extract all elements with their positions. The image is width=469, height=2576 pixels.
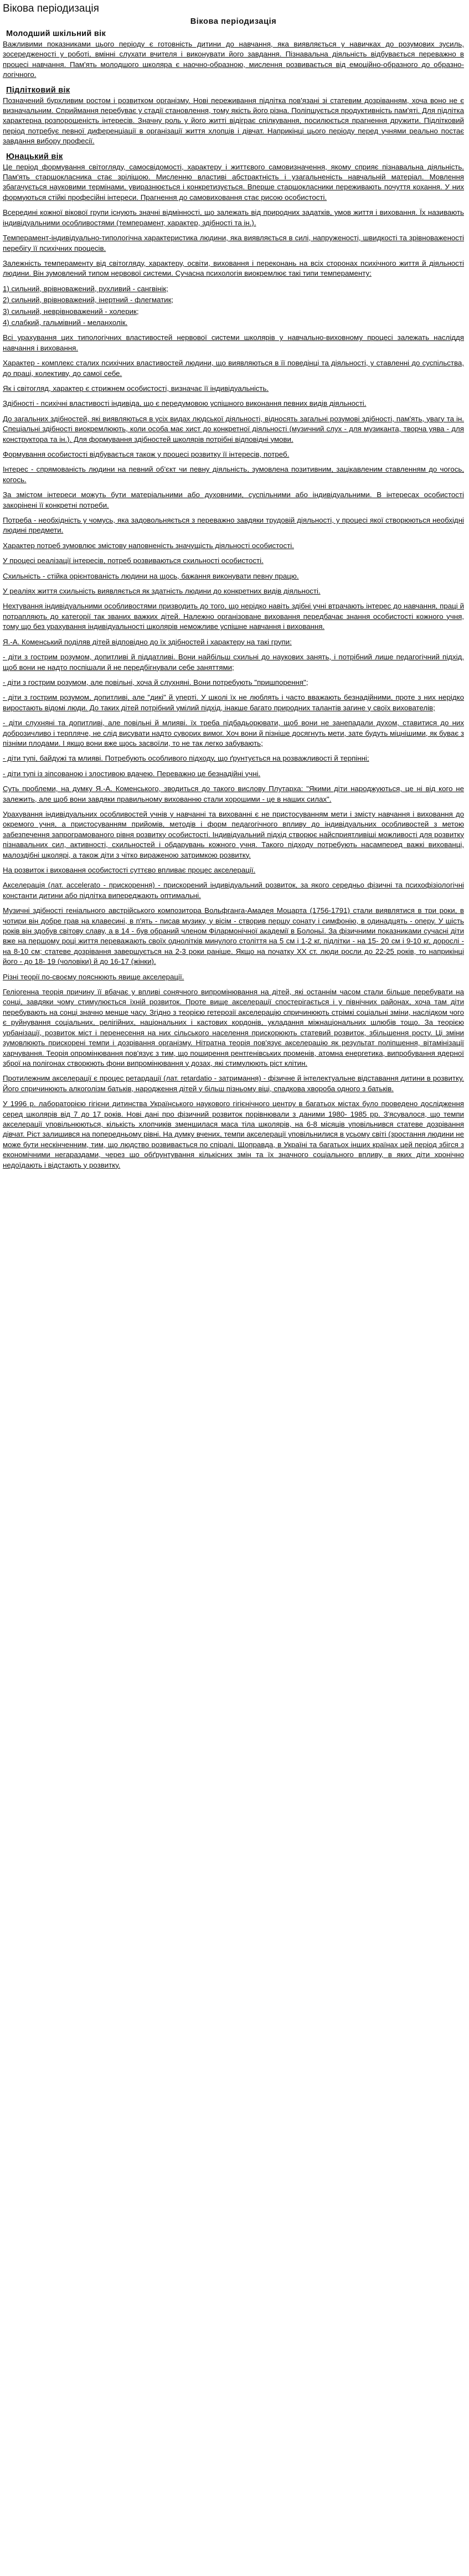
paragraph: У реаліях життя схильність виявляється як здатність людини до конкретних видів діяльності.	[3, 587, 321, 596]
paragraph: Здібності - психічні властивості індивіда, що є передумовою успішного виконання певних видів діяльності.	[3, 399, 367, 408]
paragraph: Музичні здібності геніального австрійського композитора Вольфганга-Амадея Моцарта (1756-1791) стали виявлятися в три роки, в чотири він добре грав на клавесині, в п'ять - писав музику, у вісім - створив першу сонату і симфонію, в одинадцять - оперу. У шість років він здобув світову славу, а в 14 - був обраний членом Філармонічної академії в Болоньї. За фізичними показниками сучасні діти вже на першому році життя переважають своїх однолітків минулого століття на 5 см і 1-2 кг, підлітки - на 15- 20 см і 9-10 кг, дорослі - на 8-10 см; статеве дозрівання завершується на 2-3 роки раніше. Якщо на початку XX ст. люди росли до 22-25 років, то наприкінці його - до 18- 19 (чоловіки) й до 16-17 (жінки).	[3, 906, 464, 966]
paragraph: У 1996 р. лабораторією гігієни дитинства Українського наукового гігієнічного центру в багатьох містах було проведено дослідження серед школярів від 7 до 17 років. Нові дані про фізичний розвиток порівнювали з даними 1980- 1985 рр. З'ясувалося, що темпи акселерації уповільнюються, кількість хлопчиків зменшилася маса тіла школярів, на 6-8 місяців уповільнився статеве дозрівання дівчат. Ріст залишився на попередньому рівні. На думку вчених, темпи акселерації уповільнилися в усьому світі (зростання людини не може бути нескінченним, тим, що людство розвивається по спіралі. Щоправда, в Україні та багатьох інших країнах цей період збігся з економічними негараздами, через що обґрунтування кількісних змін та їх значного соціального впливу, в яких діти хронічно недоїдають і відстають у розвитку.	[3, 1099, 464, 1169]
paragraph: - діти з гострим розумом, допитливі, але "дикі" й уперті. У школі їх не люблять і часто вважають безнадійними, проте з них нерідко виростають відомі люди. До таких дітей потрібний умілий підхід, інакше багато природних талантів загине у своїх вихователів;	[3, 693, 464, 712]
paragraph: - діти з гострим розумом, допитливі й піддатливі. Вони найбільш схильні до наукових занять, і потрібний лише педагогічний підхід, щоб вони не надто поспішали й не передбігнували себе заняттями;	[3, 653, 464, 672]
paragraph: Всі урахування цих типологічних властивостей нервової системи школярів у навчально-виховному процесі залежать насліддя навчання і виховання.	[3, 333, 464, 352]
paragraph: 1) сильний, врівноважений, рухливий - сангвінік;	[3, 284, 168, 293]
paragraph: Суть проблеми, на думку Я.-А. Коменського, зводиться до такого вислову Плутарха: "Якими діти народжуються, це ні від кого не залежить, але щоб вони завдяки правильному вихованню стали хорошими - це в наших силах".	[3, 784, 464, 803]
paragraph: На розвиток і виховання особистості суттєво впливає процес акселерації.	[3, 866, 256, 874]
paragraph: Позначений бурхливим ростом і розвитком організму. Нові переживання підлітка пов'язані зі статевим дозріванням, хоча воно не є визначальним. Сприймання перебуває у стадії становлення, тому якість його різна. Поліпшується продуктивність пам'яті. Для підлітка характерна розпорошеність інтересів. Значну роль у його житті відіграє спілкування, посилюється прагнення дружити. Підлітковий період потребує певної диференціації в організації життя хлопців і дівчат. Наприкінці цього періоду перед учнями реально постає завдання вибору професії.	[3, 96, 464, 146]
paragraph: Нехтування індивідуальними особливостями призводить до того, що нерідко навіть здібні учні втрачають інтерес до навчання, праці й потрапляють до категорії так званих важких дітей. Належно організоване виховання передбачає знання особистості кожного учня, тому що без урахування індивідуальності школярів неможливе успішне навчання і виховання.	[3, 602, 464, 631]
document-heading: Вікова періодизація	[190, 17, 277, 26]
paragraph: Урахування індивідуальних особливостей учнів у навчанні та вихованні є не пристосуванням мети і змісту навчання і виховання до окремого учня, а пристосуванням прийомів, методів і форм педагогічного впливу до індивідуальних особливостей з метою забезпечення запрограмованого рівня розвитку особистості. Індивідуальний підхід створює найсприятливіші можливості для розвитку пізнавальних сил, активності, схильностей і обдарувань кожного учня. Такого підходу потребують насамперед важкі вихованці, малоздібні школярі, а також діти з чітко вираженою затримкою розвитку.	[3, 809, 464, 859]
paragraph: Характер - комплекс сталих психічних властивостей людини, що виявляються в її поведінці та діяльності, у ставленні до суспільства, до праці, колективу, до самої себе.	[3, 359, 464, 378]
paragraph: 2) сильний, врівноважений, інертний - флегматик;	[3, 296, 174, 304]
paragraph: Різні теорії по-своєму пояснюють явище акселерації.	[3, 972, 184, 981]
paragraph: До загальних здібностей, які виявляються в усіх видах людської діяльності, відносять загальні розумові здібності, пам'ять, увагу та ін. Спеціальні здібності виокремлюють, коли особа має хист до конкретної діяльності (музичний слух - для музиканта, творча уява - для конструктора та ін.). Для формування здібностей школярів потрібні відповідні умови.	[3, 414, 464, 443]
paragraph: Це період формування світогляду, самосвідомості, характеру і життєвого самовизначення, якому сприяє пізнавальна діяльність. Пам'ять старшокласника стає зрілішою. Мисленню властиві абстрактність і узагальненість навчальній матеріал. Мовлення збагачується науковими термінами, увиразнюється і конкретизується. Вперше старшокласники переживають почуття кохання. У них формуються стійкі професійні інтереси. Прагнення до самовиховання стає рисою особистості.	[3, 162, 464, 202]
paragraph: Акселерація (лат. accelerato - прискорення) - прискорений індивідуальний розвиток, за якого середньо фізичні та психофізіологічні константи дитини або підлітка випереджають оптимальні.	[3, 881, 464, 900]
paragraph: За змістом інтереси можуть бути матеріальними або духовними, суспільними або індивідуальними. В інтересах особистості закорінені її конкретні потреби.	[3, 491, 464, 509]
paragraph: Схильність - стійка орієнтованість людини на щось, бажання виконувати певну працю.	[3, 571, 299, 580]
paragraph: Як і світогляд, характер є стрижнем особистості, визначає її індивідуальність.	[3, 384, 269, 393]
paragraph: Геліогенна теорія причину її вбачає у впливі сонячного випромінювання на дітей, які останнім часом стали більше перебувати на сонці, завдяки чому стимулюється їхній розвиток. Проте вище акселерації спостерігається і у північних районах, хоча там діти перебувають на сонці значно менше часу. Згідно з теорією гетерозії акселерацію спричинюють стрімкі соціальні зміни, наслідком чого є руйнування соціальних, релігійних, національних і кастових кордонів, укладання міжнаціональних шлюбів тощо. За теорією урбанізації, розвиток міст і перенесення на них сільського населення прискорюють статевий розвиток, збільшення росту. Ці зміни зумовлюють прискорені темпи і дозрівання організму. Нітратна теорія пов'язує акселерацію як результат поліпшення, вітамінізації харчування. Теорія опромінювання пов'язує з тим, що поширення рентгенівських променів, атомна енергетика, випробування ядерної зброї на полігонах створюють фони випромінювання у дозах, які стимулюють ріст клітин.	[3, 988, 464, 1067]
section-title: Підлітковий вік	[6, 85, 70, 95]
section-title: Юнацький вік	[6, 152, 63, 161]
paragraph: - діти тупі із зіпсованою і злостивою вдачею. Переважно це безнадійні учні.	[3, 769, 261, 778]
paragraph: Формування особистості відбувається також у процесі розвитку її інтересів, потреб.	[3, 450, 290, 458]
paragraph: Інтерес - спрямованість людини на певний об'єкт чи певну діяльність, зумовлена позитивним, зацікавленим ставленням до чогось, когось.	[3, 465, 464, 484]
paragraph: - діти тупі, байдужі та млияві. Потребують особливого підходу, що ґрунтується на розважливості й терпінні;	[3, 754, 369, 763]
paragraph: - діти слухняні та допитливі, але повільні й млияві. їх треба підбадьорювати, щоб вони не занепадали духом, ставитися до них доброзичливо і терпляче, не слід висувати надто суворих вимог. Хоч вони й пізніше досягнуть мети, зате будуть міцнішими, як буває з пізніми плодами. І якщо вони вже щось засвоїли, то не так легко забувають;	[3, 719, 464, 747]
document	[0, 0, 469, 1181]
paragraph: Протилежним акселерації є процес ретардації (лат. retardatio - затримання) - фізичне й інтелектуальне відставання дитини в розвитку. Його спричинюють алкоголізм батьків, народження дітей у більш пізньому віці, спадкова хвороба одного з батьків.	[3, 1074, 464, 1093]
page-title: Вікова періодизація	[3, 3, 99, 14]
paragraph: Характер потреб зумовлює змістову наповненість значущість діяльності особистості.	[3, 541, 294, 550]
paragraph: Потреба - необхідність у чомусь, яка задовольняється з переважно завдяки трудовій діяльності, у процесі якої створюються необхідні людині предмети.	[3, 516, 464, 535]
section-title: Молодший шкільний вік	[6, 29, 106, 38]
paragraph: Важливими показниками цього періоду є готовність дитини до навчання, яка виявляється у навичках до розумових зусиль, зосередженості у роботі, вмінні слухати вчителя і виконувати його завдання. Пізнавальна діяльність відбувається переважно в процесі навчання. Пам'ять молодшого школяра є наочно-образною, мислення розвивається від емоційно-образного до образно-логічного.	[3, 40, 464, 79]
sections-container	[3, 29, 464, 1170]
paragraph: 4) слабкий, гальмівний - меланхолік.	[3, 318, 128, 327]
paragraph: Темперамент-індивідуально-типологічна характеристика людини, яка виявляється в силі, напруженості, швидкості та зрівноваженості перебігу її психічних процесів.	[3, 234, 464, 252]
paragraph: 3) сильний, неврівноважений - холерик;	[3, 307, 139, 316]
paragraph: Всередині кожної вікової групи існують значні відмінності, що залежать від природних задатків, умов життя і виховання. Їх називають індивідуальними особливостями (темперамент, характер, здібності та ін.).	[3, 208, 464, 227]
paragraph: - діти з гострим розумом, але повільні, хоча й слухняні. Вони потребують "пришпорення";	[3, 678, 308, 686]
paragraph: У процесі реалізації інтересів, потреб розвиваються схильності особистості.	[3, 556, 264, 565]
paragraph: Я.-А. Коменський поділяв дітей відповідно до їх здібностей і характеру на такі групи:	[3, 637, 292, 646]
paragraph: Залежність темпераменту від світогляду, характеру, освіти, виховання і переконань на всіх сторонах психічного життя й діяльності людини. Він зумовлений типом нервової системи. Сучасна психологія виокремлює такі типи темпераменту:	[3, 259, 464, 278]
